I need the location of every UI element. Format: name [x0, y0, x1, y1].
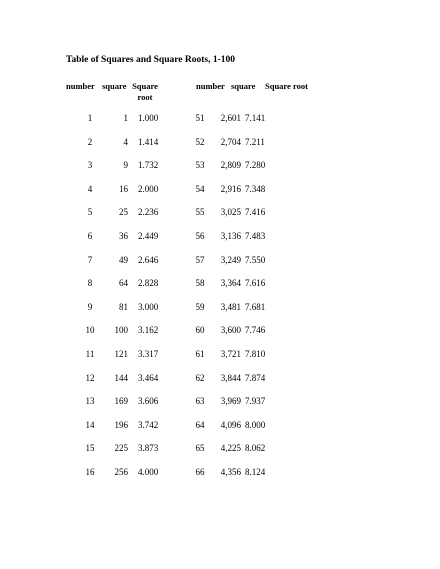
cell-sqrt: 1.000 — [138, 113, 159, 123]
cell-square: 3,969 — [220, 396, 241, 407]
cell-number: 63 — [195, 396, 205, 407]
cell-square: 81 — [119, 301, 128, 312]
cell-sqrt: 8.124 — [245, 467, 266, 477]
cell-square: 3,136 — [220, 231, 241, 241]
cell-sqrt: 7.550 — [245, 254, 266, 265]
cell-square: 3,721 — [220, 349, 241, 359]
cell-sqrt: 7.746 — [245, 325, 266, 336]
cell-sqrt: 3.000 — [138, 301, 159, 312]
cell-sqrt: 7.874 — [245, 372, 266, 383]
cell-sqrt: 3.606 — [138, 396, 159, 407]
cell-number: 66 — [195, 467, 205, 477]
header-sqrt-left-line2: root — [137, 92, 153, 102]
cell-sqrt: 2.646 — [138, 254, 159, 265]
cell-square: 16 — [119, 183, 128, 194]
cell-sqrt: 1.732 — [138, 160, 159, 171]
cell-sqrt: 7.681 — [245, 301, 266, 312]
cell-sqrt: 4.000 — [138, 467, 159, 477]
cell-number: 15 — [85, 443, 95, 454]
cell-square: 49 — [119, 254, 128, 265]
cell-square: 196 — [114, 419, 128, 430]
cell-square: 9 — [123, 160, 128, 171]
cell-square: 64 — [119, 278, 128, 289]
cell-sqrt: 8.000 — [245, 419, 266, 430]
cell-number: 3 — [87, 160, 93, 171]
cell-sqrt: 7.416 — [245, 207, 266, 218]
cell-number: 9 — [87, 301, 93, 312]
header-sqrt-left-line1: Square — [132, 81, 158, 91]
cell-square: 2,809 — [220, 160, 241, 171]
header-number-left: number — [66, 81, 95, 91]
cell-square: 3,025 — [220, 207, 241, 218]
cell-sqrt: 2.449 — [138, 231, 159, 241]
cell-number: 2 — [87, 136, 93, 147]
cell-number: 52 — [195, 136, 205, 147]
cell-sqrt: 2.236 — [138, 207, 159, 218]
cell-square: 256 — [114, 467, 128, 477]
cell-sqrt: 7.810 — [245, 349, 266, 359]
cell-sqrt: 3.162 — [138, 325, 159, 336]
cell-square: 2,916 — [220, 183, 241, 194]
cell-sqrt: 7.141 — [245, 113, 266, 123]
cell-square: 25 — [119, 207, 128, 218]
cell-number: 58 — [195, 278, 205, 289]
page-title: Table of Squares and Square Roots, 1-100 — [66, 55, 236, 65]
cell-square: 144 — [114, 372, 128, 383]
cell-sqrt: 2.828 — [138, 278, 159, 289]
cell-number: 65 — [195, 443, 205, 454]
cell-square: 3,481 — [220, 301, 241, 312]
cell-square: 4,225 — [220, 443, 241, 454]
cell-sqrt: 3.873 — [138, 443, 159, 454]
cell-number: 55 — [195, 207, 205, 218]
cell-sqrt: 7.937 — [245, 396, 266, 407]
cell-number: 11 — [85, 349, 95, 359]
cell-number: 53 — [195, 160, 205, 171]
cell-square: 36 — [119, 231, 128, 241]
cell-number: 4 — [87, 183, 93, 194]
cell-square: 4 — [123, 136, 128, 147]
cell-sqrt: 7.348 — [245, 183, 266, 194]
cell-square: 225 — [114, 443, 128, 454]
cell-sqrt: 3.464 — [138, 372, 159, 383]
cell-square: 4,356 — [220, 467, 241, 477]
cell-number: 10 — [85, 325, 95, 336]
cell-sqrt: 8.062 — [245, 443, 266, 454]
cell-number: 54 — [195, 183, 205, 194]
cell-square: 3,844 — [220, 372, 241, 383]
cell-square: 121 — [114, 349, 128, 359]
cell-square: 100 — [114, 325, 128, 336]
cell-sqrt: 1.414 — [138, 136, 159, 147]
header-sqrt-right: Square root — [265, 81, 308, 91]
cell-number: 56 — [195, 231, 205, 241]
cell-sqrt: 2.000 — [138, 183, 159, 194]
cell-number: 13 — [85, 396, 95, 407]
cell-sqrt: 3.742 — [138, 419, 159, 430]
cell-sqrt: 7.280 — [245, 160, 266, 171]
cell-square: 2,601 — [220, 113, 241, 123]
cell-sqrt: 3.317 — [138, 349, 159, 359]
cell-number: 62 — [195, 372, 205, 383]
cell-number: 5 — [87, 207, 93, 218]
cell-sqrt: 7.483 — [245, 231, 266, 241]
cell-square: 1 — [123, 113, 128, 123]
cell-number: 7 — [87, 254, 93, 265]
cell-square: 2,704 — [220, 136, 241, 147]
header-number-right: number — [196, 81, 225, 91]
cell-square: 169 — [114, 396, 128, 407]
cell-square: 4,096 — [220, 419, 241, 430]
cell-number: 57 — [195, 254, 205, 265]
cell-sqrt: 7.616 — [245, 278, 266, 289]
cell-square: 3,364 — [220, 278, 241, 289]
cell-number: 6 — [87, 231, 93, 241]
cell-number: 51 — [195, 113, 205, 123]
header-square-left: square — [102, 81, 127, 91]
cell-square: 3,600 — [220, 325, 241, 336]
cell-number: 61 — [195, 349, 205, 359]
cell-number: 8 — [87, 278, 93, 289]
cell-number: 16 — [85, 467, 95, 477]
cell-number: 12 — [85, 372, 95, 383]
cell-number: 14 — [85, 419, 95, 430]
cell-number: 59 — [195, 301, 205, 312]
header-square-right: square — [231, 81, 256, 91]
cell-square: 3,249 — [220, 254, 241, 265]
cell-sqrt: 7.211 — [245, 136, 265, 147]
cell-number: 64 — [195, 419, 205, 430]
cell-number: 1 — [87, 113, 93, 123]
cell-number: 60 — [195, 325, 205, 336]
